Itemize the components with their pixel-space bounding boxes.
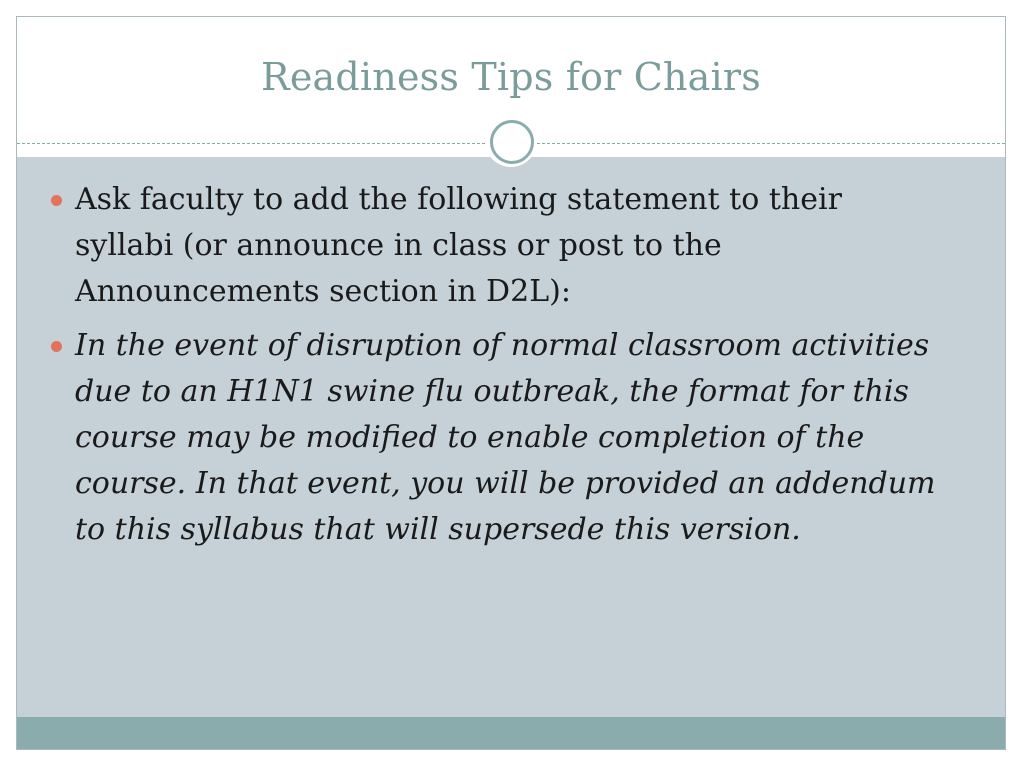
bullet-text: In the event of disruption of normal classroom activities due to an H1N1 swine flu outbreak, the format for this course may be modified to enable completion of the course. In that event, you will be provided an addendum to this syllabus that will supersede this version. — [75, 328, 936, 547]
bullet-list — [47, 177, 947, 561]
circle-ornament-icon — [485, 115, 537, 167]
bullet-dot-icon — [51, 341, 62, 352]
slide-frame — [16, 16, 1006, 750]
bullet-text: Ask faculty to add the following statement to their syllabi (or announce in class or post to the Announcements section in D2L): — [75, 182, 842, 309]
bullet-dot-icon — [51, 195, 62, 206]
footer-band — [17, 717, 1005, 750]
bullet-item-statement — [47, 323, 947, 553]
slide-title: Readiness Tips for Chairs — [261, 55, 761, 99]
bullet-item-instruction — [47, 177, 947, 315]
